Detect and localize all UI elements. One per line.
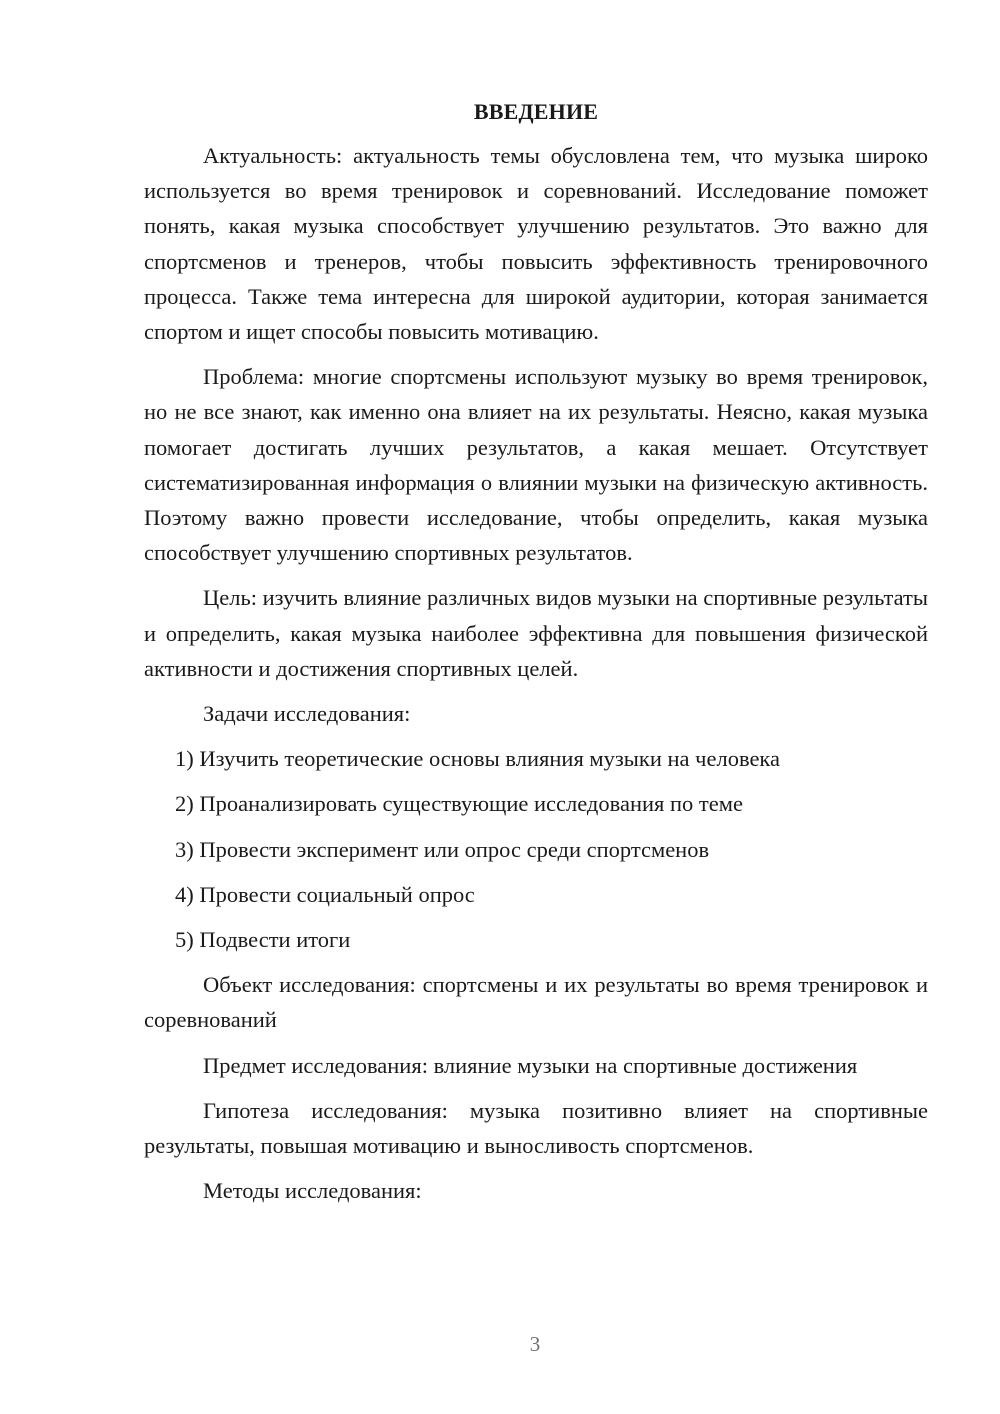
page-content [144, 96, 928, 1218]
section-title: ВВЕДЕНИЕ [473, 99, 599, 124]
hypothesis-paragraph: Гипотеза исследования: музыка позитивно влияет на спортивные результаты, повышая мотивацию и выносливость спортсменов. [144, 1097, 928, 1159]
task-item: 3) Провести эксперимент или опрос среди спортсменов [175, 836, 710, 862]
task-item: 5) Подвести итоги [175, 927, 351, 953]
methods-heading: Методы исследования: [203, 1178, 422, 1204]
page-number: 3 [529, 1332, 541, 1356]
goal-paragraph: Цель: изучить влияние различных видов музыки на спортивные результаты и определить, какая музыка наиболее эффективна для повышения физической активности и достижения спортивных целей. [144, 585, 928, 681]
tasks-list [144, 741, 928, 957]
relevance-paragraph: Актуальность: актуальность темы обусловлена тем, что музыка широко используется во время тренировок и соревнований. Исследование поможет понять, какая музыка способствует улучшению результатов. Это важно для спортсменов и тренеров, чтобы повысить эффективность тренировочного процесса. Также тема интересна для широкой аудитории, которая занимается спортом и ищет способы повысить мотивацию. [144, 143, 928, 345]
subject-paragraph: Предмет исследования: влияние музыки на спортивные достижения [203, 1052, 858, 1078]
task-item: 1) Изучить теоретические основы влияния музыки на человека [175, 746, 781, 772]
task-item: 2) Проанализировать существующие исследования по теме [175, 791, 743, 817]
task-item: 4) Провести социальный опрос [175, 881, 475, 907]
tasks-heading: Задачи исследования: [203, 701, 411, 727]
object-paragraph: Объект исследования: спортсмены и их результаты во время тренировок и соревнований [144, 972, 928, 1033]
problem-paragraph: Проблема: многие спортсмены используют музыку во время тренировок, но не все знают, как именно она влияет на их результаты. Неясно, какая музыка помогает достигать лучших результатов, а какая мешает. Отсутствует систематизированная информация о влиянии музыки на физическую активность. Поэтому важно провести исследование, чтобы определить, какая музыка способствует улучшению спортивных результатов. [144, 364, 928, 566]
